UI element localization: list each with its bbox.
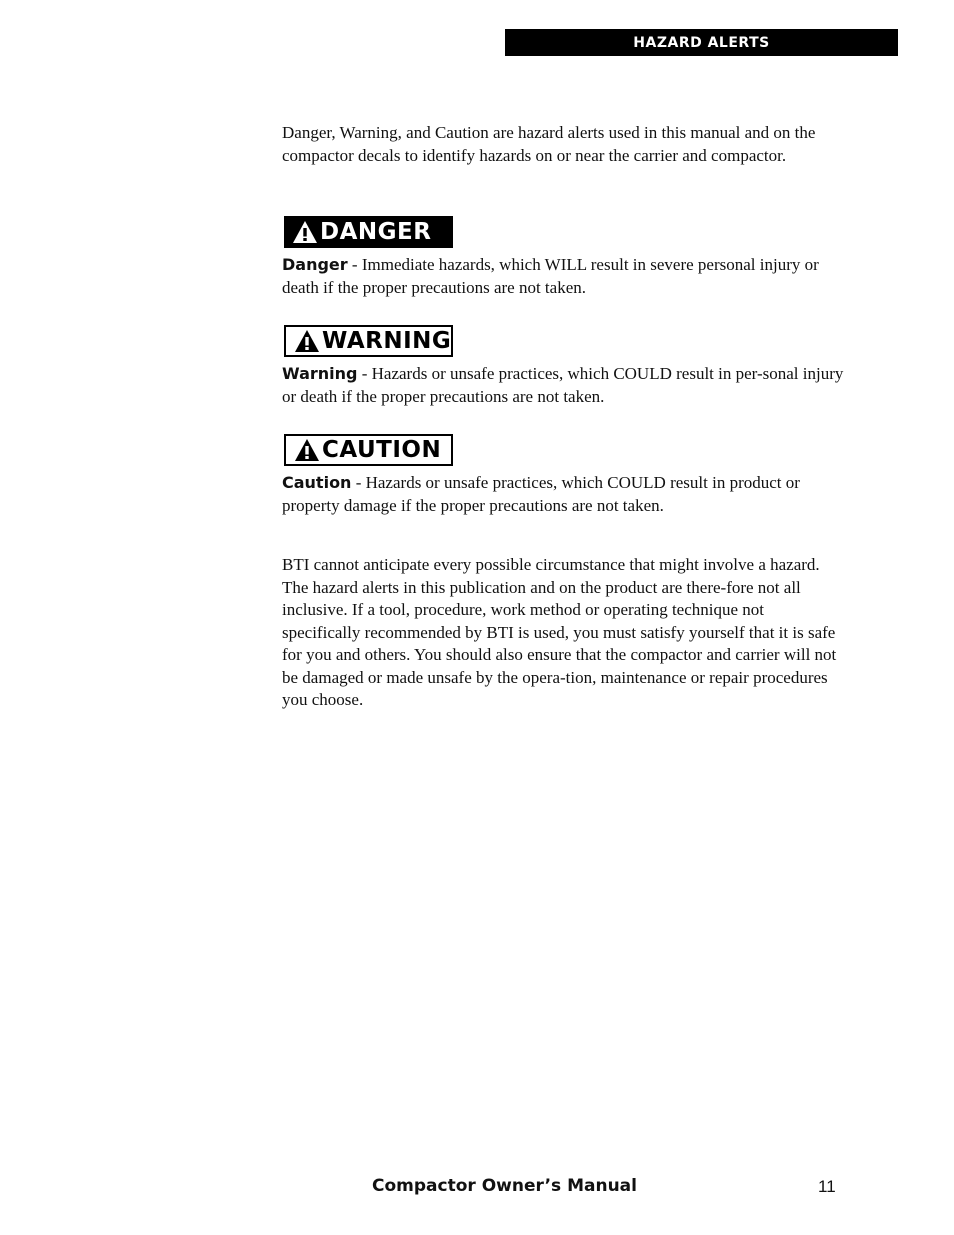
intro-paragraph: Danger, Warning, and Caution are hazard alerts used in this manual and on the compactor decals to identify hazards on or near the carrier and compactor. (282, 123, 816, 165)
section-header-bar (505, 29, 898, 56)
danger-lead: Danger (282, 255, 348, 274)
warning-lead: Warning (282, 364, 358, 383)
danger-text: - Immediate hazards, which WILL result in severe personal injury or death if the proper precautions are not taken. (282, 255, 819, 297)
warning-badge-label: WARNING (322, 328, 452, 354)
caution-lead: Caution (282, 473, 352, 492)
warning-description (282, 363, 844, 408)
page-number: 11 (818, 1177, 836, 1196)
footer-manual-title: Compactor Owner’s Manual (372, 1176, 637, 1196)
caution-badge-label: CAUTION (322, 437, 442, 463)
warning-triangle-icon (294, 438, 320, 462)
danger-description (282, 254, 844, 299)
caution-text: - Hazards or unsafe practices, which COULD result in product or property damage if the proper precautions are not taken. (282, 473, 800, 515)
danger-badge-label: DANGER (320, 219, 432, 245)
disclaimer-paragraph: BTI cannot anticipate every possible circumstance that might involve a hazard. The hazard alerts in this publication and on the product are there-fore not all inclusive. If a tool, procedure, work method or operating technique not specifically recommended by BTI is used, you must satisfy yourself that it is safe for you and others. You should also ensure that the compactor and carrier will not be damaged or made unsafe by the opera-tion, maintenance or repair procedures you choose. (282, 555, 837, 709)
caution-description (282, 472, 844, 517)
warning-triangle-icon (294, 329, 320, 353)
section-title: HAZARD ALERTS (633, 34, 770, 51)
caution-signal-badge (284, 434, 453, 466)
warning-text: - Hazards or unsafe practices, which COULD result in per-sonal injury or death if the proper precautions are not taken. (282, 364, 844, 406)
warning-signal-badge (284, 325, 453, 357)
warning-triangle-icon (292, 220, 318, 244)
danger-signal-badge (284, 216, 453, 248)
